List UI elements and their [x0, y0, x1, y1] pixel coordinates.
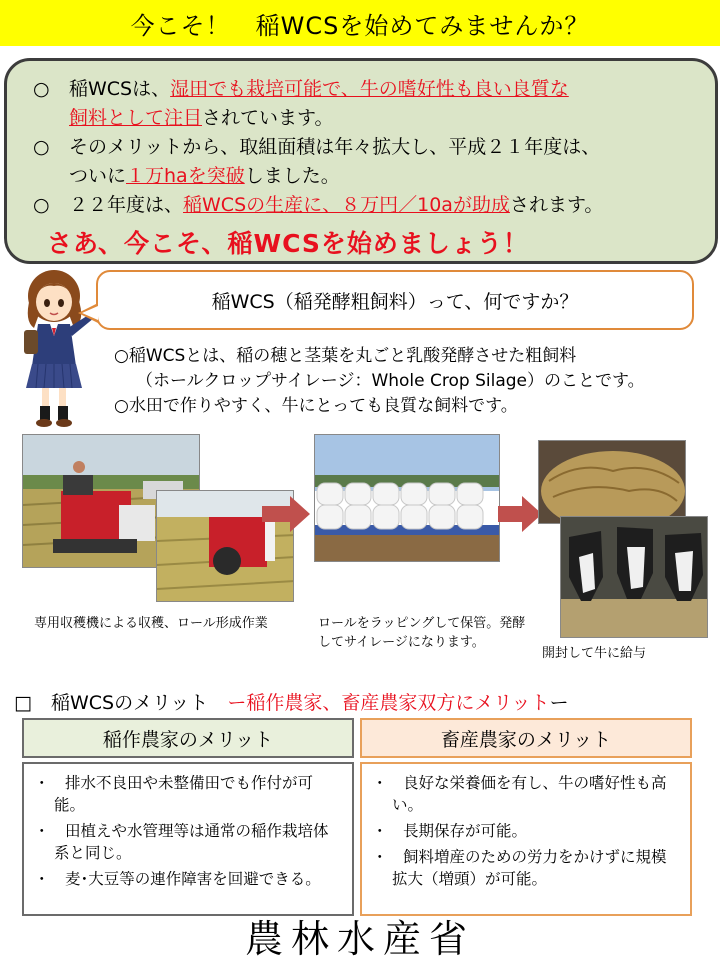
bullet-marker: ○ [33, 194, 50, 216]
list-item: ・ 田植えや水管理等は通常の稲作栽培体系と同じ。 [34, 822, 329, 862]
intro-text: ついに [69, 165, 127, 187]
rice-farmer-merit-list [22, 762, 354, 916]
intro-highlight: 飼料として注目 [69, 107, 203, 129]
intro-text: されます。 [509, 194, 604, 216]
caption-wrap: ロールをラッピングして保管。発酵してサイレージになります。 [318, 616, 526, 650]
wrapped-rolls-photo [314, 434, 500, 562]
intro-text: されています。 [202, 107, 334, 129]
page-header [0, 0, 720, 46]
intro-text: ２２年度は、 [69, 194, 184, 216]
page-title: 今こそ！ 稲WCSを始めてみませんか？ [130, 11, 590, 40]
merit-title-text: □ 稲WCSのメリット [14, 692, 228, 714]
livestock-head-label: 畜産農家のメリット [440, 728, 612, 751]
caption-feed: 開封して牛に給与 [542, 646, 647, 661]
list-item: ・ 麦･大豆等の連作障害を回避できる。 [34, 870, 321, 888]
silage-photo [538, 440, 686, 524]
intro-highlight: 稲WCSの生産に、８万円／10aが助成 [183, 194, 510, 216]
merit-title-end: ー [549, 692, 569, 714]
merit-title-highlight: ー稲作農家、畜産農家双方にメリット [227, 692, 550, 714]
list-item: ・ 飼料増産のための労力をかけずに規模拡大（増頭）が可能。 [372, 848, 667, 888]
list-item: ・ 長期保存が可能。 [372, 822, 528, 840]
intro-text: そのメリットから、取組面積は年々拡大し、平成２１年度は、 [69, 136, 601, 158]
intro-box [4, 58, 718, 264]
intro-line-1 [33, 75, 699, 104]
intro-line-1b [33, 104, 699, 133]
intro-highlight: １万haを突破 [126, 165, 245, 187]
arrow-right-icon [262, 496, 310, 532]
intro-text: しました。 [244, 165, 340, 187]
rice-farmer-merit-header [22, 718, 354, 758]
wcs-description [114, 344, 645, 419]
ministry-name: 農林水産省 [244, 917, 475, 961]
arrow-right-icon [498, 496, 542, 532]
caption-harvest: 専用収穫機による収穫、ロール形成作業 [34, 616, 268, 631]
intro-line-2b [33, 162, 699, 191]
bullet-marker: ○ [33, 78, 50, 100]
bubble-tail-inner [82, 306, 98, 320]
cows-feeding-photo [560, 516, 708, 638]
bubble-question: 稲WCS（稲発酵粗飼料）って、何ですか？ [211, 290, 579, 313]
student-girl-illustration [14, 266, 98, 434]
call-to-action: さあ、今こそ、稲WCSを始めましょう！ [47, 229, 529, 258]
merit-section-title [14, 688, 569, 715]
desc-line-1: ○稲WCSとは、稲の穂と茎葉を丸ごと乳酸発酵させた粗飼料 [114, 346, 577, 366]
intro-text: 稲WCSは、 [69, 78, 171, 100]
livestock-farmer-merit-header [360, 718, 692, 758]
intro-line-2 [33, 133, 699, 162]
list-item: ・ 良好な栄養価を有し、牛の嗜好性も高い。 [372, 774, 667, 814]
list-item: ・ 排水不良田や未整備田でも作付が可能。 [34, 774, 314, 814]
intro-line-3 [33, 191, 699, 220]
speech-bubble [96, 270, 694, 330]
bullet-marker: ○ [33, 136, 50, 158]
rice-head-label: 稲作農家のメリット [102, 728, 274, 751]
desc-line-3: ○水田で作りやすく、牛にとっても良質な飼料です。 [114, 396, 518, 416]
livestock-farmer-merit-list [360, 762, 692, 916]
desc-line-2: （ホールクロップサイレージ：Whole Crop Silage）のことです。 [136, 371, 645, 391]
intro-highlight: 湿田でも栽培可能で、牛の嗜好性も良い良質な [170, 78, 569, 100]
